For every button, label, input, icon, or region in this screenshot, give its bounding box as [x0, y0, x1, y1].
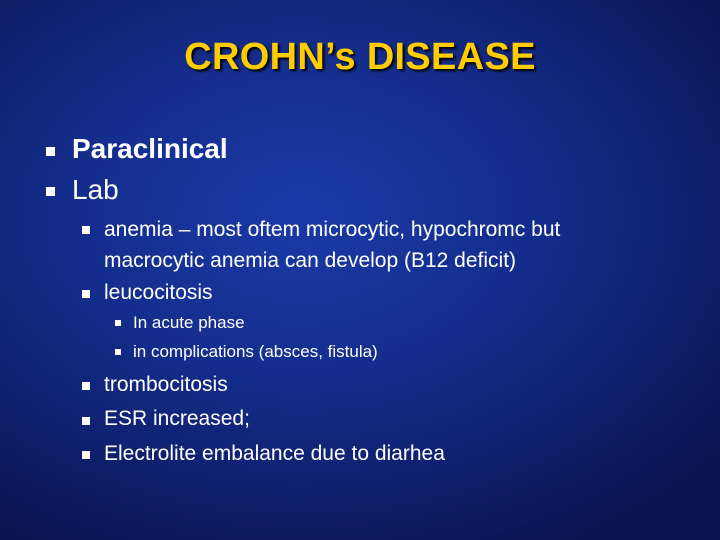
bullet-trombocitosis: trombocitosis — [104, 373, 228, 396]
bullet-paraclinical: Paraclinical — [72, 133, 228, 164]
sub-bullet-acute-phase: In acute phase — [133, 313, 245, 332]
square-bullet-icon — [82, 226, 90, 234]
bullet-electrolite: Electrolite embalance due to diarhea — [104, 442, 445, 465]
bullet-esr: ESR increased; — [104, 407, 250, 430]
bullet-anemia — [104, 214, 560, 276]
square-bullet-icon — [46, 147, 55, 156]
bullet-leucocitosis: leucocitosis — [104, 281, 213, 304]
square-bullet-icon — [46, 187, 55, 196]
bullet-anemia-line1: anemia – most oftem microcytic, hypochromc but — [104, 218, 561, 241]
square-bullet-icon — [115, 349, 121, 355]
bullet-anemia-line2: macrocytic anemia can develop (B12 deficit) — [104, 249, 517, 272]
square-bullet-icon — [115, 320, 121, 326]
bullet-lab: Lab — [72, 174, 119, 205]
sub-bullet-complications: in complications (absces, fistula) — [133, 342, 378, 361]
square-bullet-icon — [82, 290, 90, 298]
slide-title: CROHN’s DISEASE — [184, 36, 536, 78]
square-bullet-icon — [82, 382, 90, 390]
square-bullet-icon — [82, 417, 90, 425]
square-bullet-icon — [82, 451, 90, 459]
